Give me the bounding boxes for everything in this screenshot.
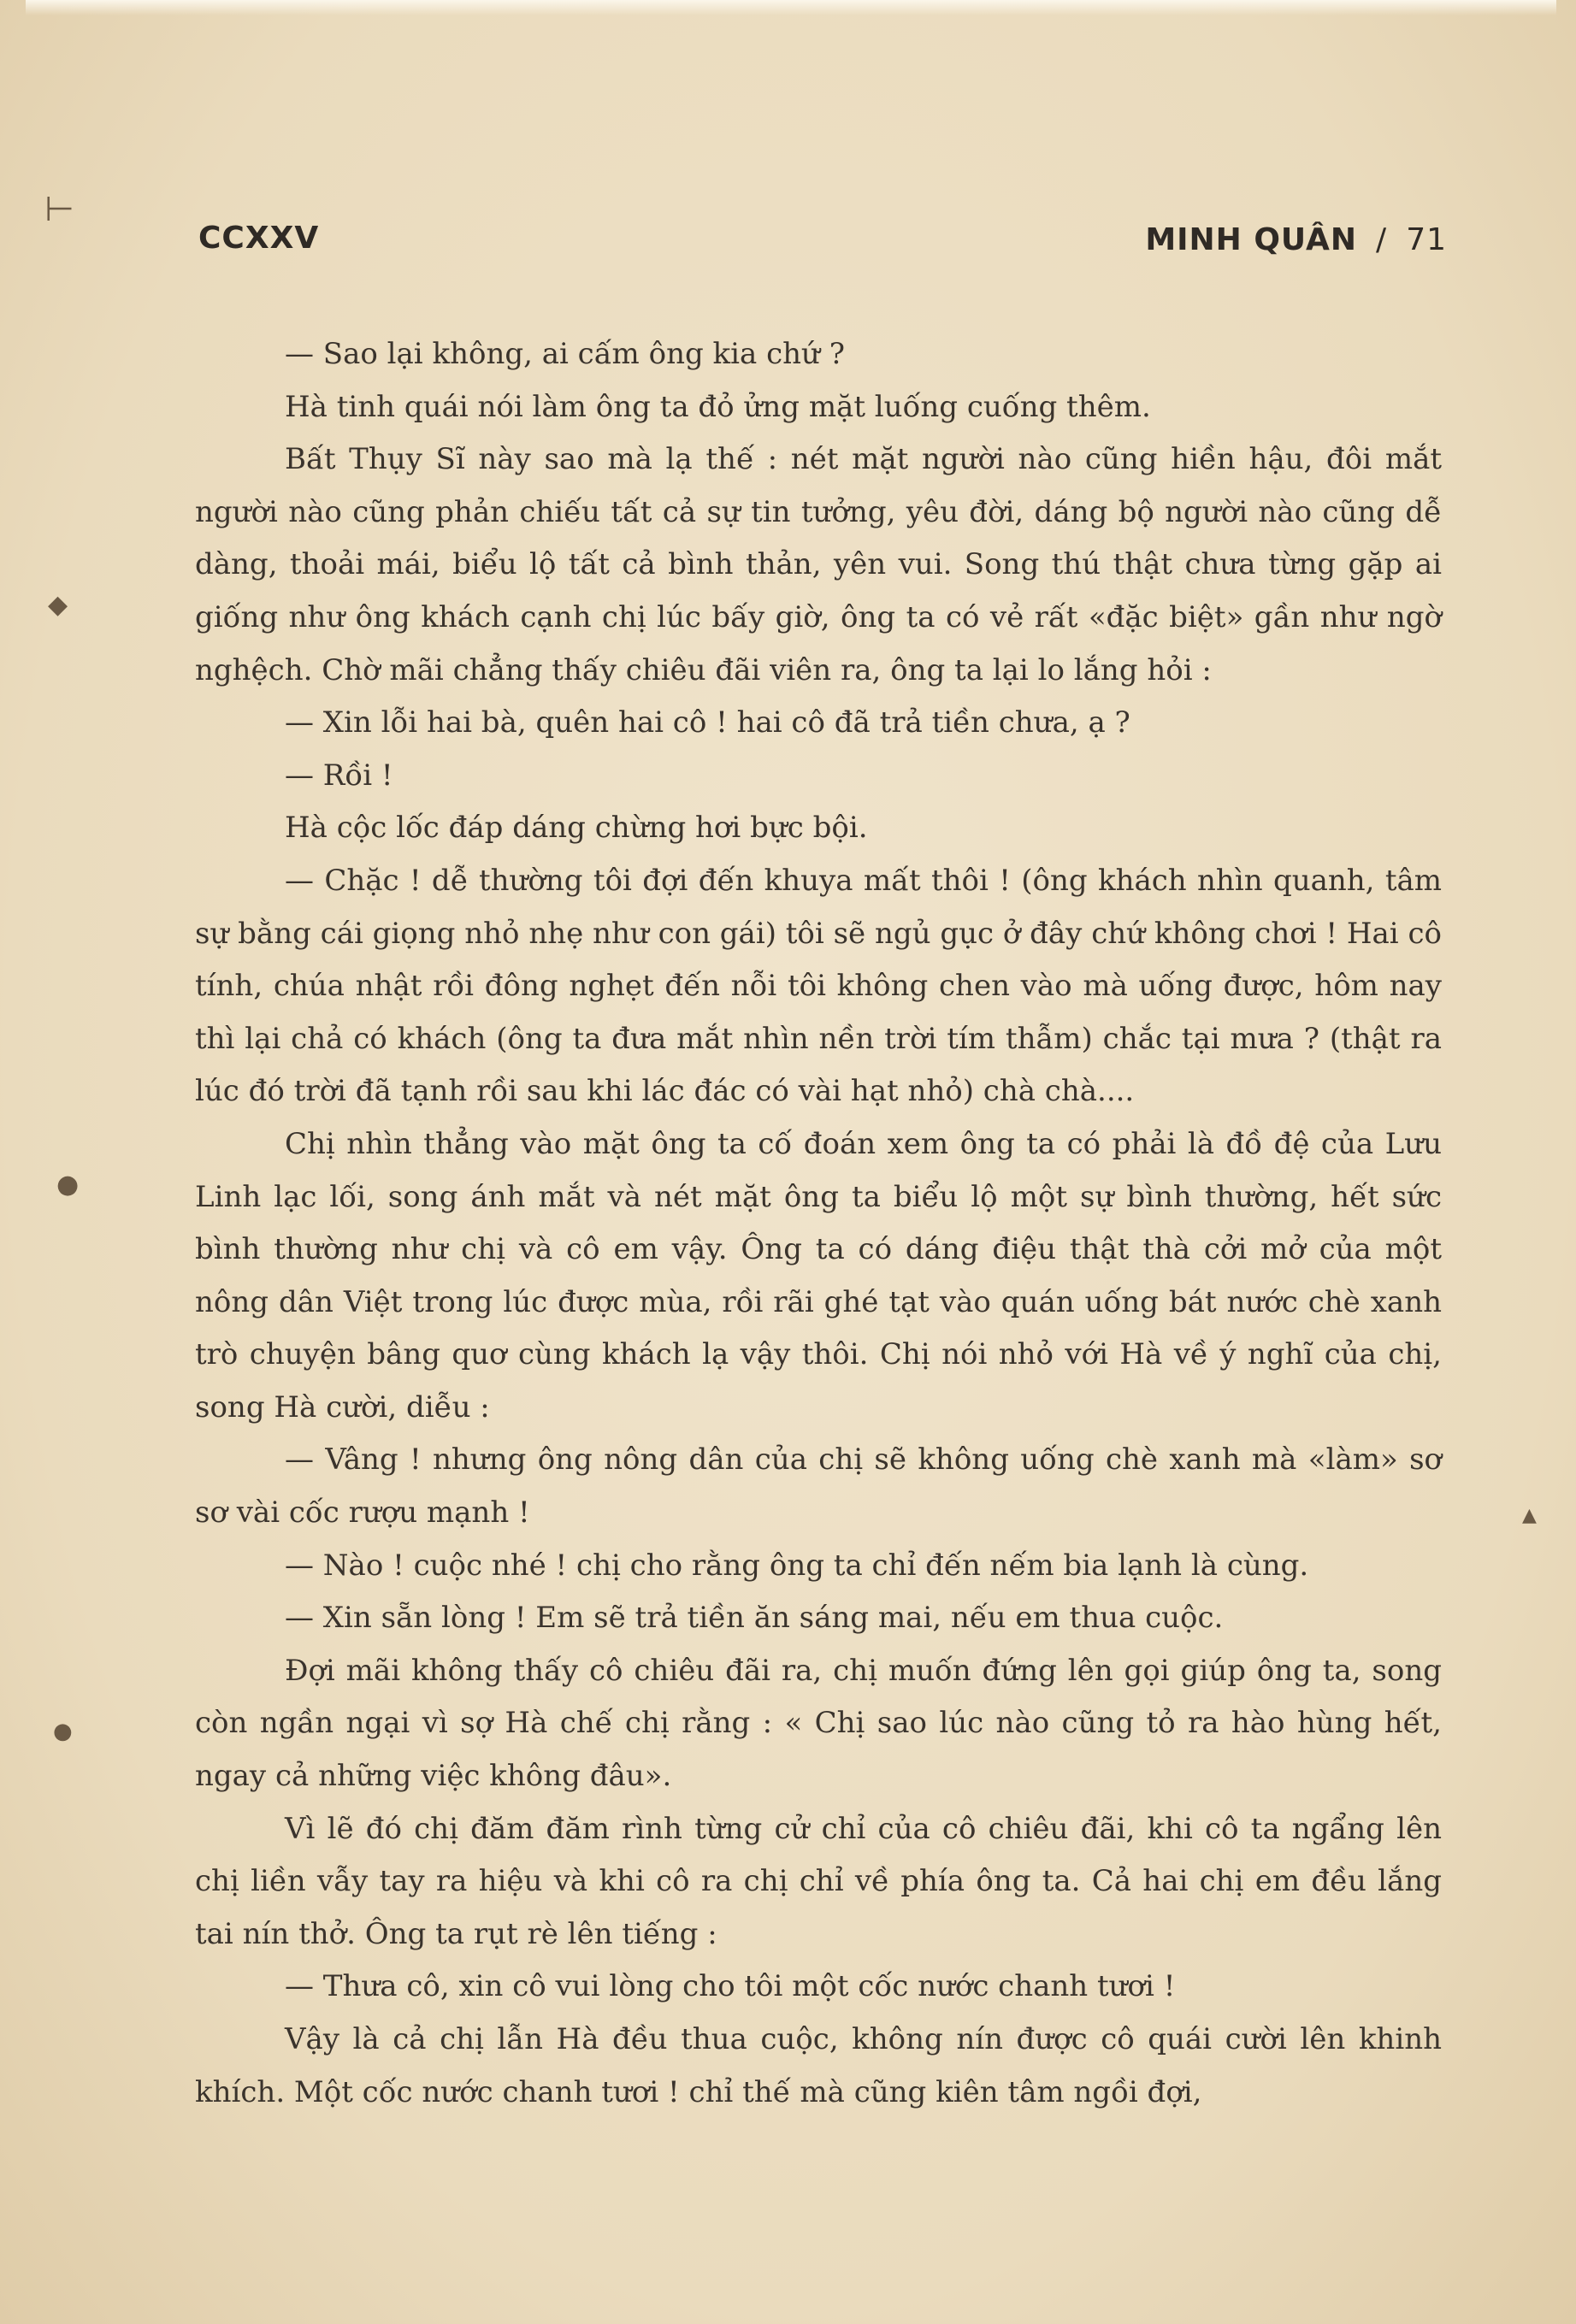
paragraph: — Rồi ! [285,758,393,793]
header-separator: / [1376,222,1388,257]
paragraph: Vậy là cả chị lẫn Hà đều thua cuộc, không nín được cô quái cười lên khinh khích. Một cốc nước chanh tươi ! chỉ thế mà cũng kiên tâm ngồi đợi, [195,2022,1442,2109]
binding-mark: ⊢ [44,190,74,229]
paragraph: — Sao lại không, ai cấm ông kia chứ ? [285,337,845,371]
paragraph: — Vâng ! nhưng ông nông dân của chị sẽ không uống chè xanh mà «làm» sơ sơ vài cốc rượu mạnh ! [195,1442,1442,1531]
chapter-number: CCXXV [198,221,320,256]
binding-mark: ● [56,1170,80,1200]
paragraph: Hà cộc lốc đáp dáng chừng hơi bực bội. [285,811,868,846]
book-title: MINH QUÂN [1145,222,1358,257]
paragraph: Hà tinh quái nói làm ông ta đỏ ửng mặt luống cuống thêm. [285,389,1151,424]
paragraph: Chị nhìn thẳng vào mặt ông ta cố đoán xem ông ta có phải là đồ đệ của Lưu Linh lạc lối, song ánh mắt và nét mặt ông ta biểu lộ một sự bình thường, hết sức bình thường như chị và cô em vậy. Ông ta có dáng điệu thật thà cởi mở của một nông dân Việt trong lúc được mùa, rồi rãi ghé tạt vào quán uống bát nước chè xanh trò chuyện bâng quơ cùng khách lạ vậy thôi. Chị nói nhỏ với Hà về ý nghĩ của chị, song Hà cười, diễu : [195,1126,1442,1424]
page-top-edge [26,0,1556,15]
paragraph: — Nào ! cuộc nhé ! chị cho rằng ông ta chỉ đến nếm bia lạnh là cùng. [285,1548,1309,1583]
paragraph: — Xin lỗi hai bà, quên hai cô ! hai cô đã trả tiền chưa, ạ ? [285,705,1130,740]
binding-mark: ▲ [1522,1505,1537,1526]
paragraph: Đợi mãi không thấy cô chiêu đãi ra, chị muốn đứng lên gọi giúp ông ta, song còn ngần ngại vì sợ Hà chế chị rằng : « Chị sao lúc nào cũng tỏ ra hào hùng hết, ngay cả những việc không đâu». [195,1653,1442,1794]
header-right [1145,222,1447,257]
paragraph: — Thưa cô, xin cô vui lòng cho tôi một cốc nước chanh tươi ! [285,1969,1176,2004]
paragraph: Bất Thụy Sĩ này sao mà lạ thế : nét mặt người nào cũng hiền hậu, đôi mắt người nào cũng phản chiếu tất cả sự tin tưởng, yêu đời, dáng bộ người nào cũng dễ dàng, thoải mái, biểu lộ tất cả bình thản, yên vui. Song thú thật chưa từng gặp ai giống như ông khách cạnh chị lúc bấy giờ, ông ta có vẻ rất «đặc biệt» gần như ngờ nghệch. Chờ mãi chẳng thấy chiêu đãi viên ra, ông ta lại lo lắng hỏi : [195,442,1442,687]
paragraph: Vì lẽ đó chị đăm đăm rình từng cử chỉ của cô chiêu đãi, khi cô ta ngẩng lên chị liền vẫy tay ra hiệu và khi cô ra chị chỉ về phía ông ta. Cả hai chị em đều lắng tai nín thở. Ông ta rụt rè lên tiếng : [195,1811,1442,1951]
binding-mark: ◆ [48,590,68,620]
binding-mark: ● [53,1719,73,1744]
running-header [198,221,1447,272]
body-text [195,328,1442,2119]
paragraph: — Chặc ! dễ thường tôi đợi đến khuya mất thôi ! (ông khách nhìn quanh, tâm sự bằng cái giọng nhỏ nhẹ như con gái) tôi sẽ ngủ gục ở đây chứ không chơi ! Hai cô tính, chúa nhật rồi đông nghẹt đến nỗi tôi không chen vào mà uống được, hôm nay thì lại chả có khách (ông ta đưa mắt nhìn nền trời tím thẫm) chắc tại mưa ? (thật ra lúc đó trời đã tạnh rồi sau khi lác đác có vài hạt nhỏ) chà chà.... [195,863,1442,1109]
paragraph: — Xin sẵn lòng ! Em sẽ trả tiền ăn sáng mai, nếu em thua cuộc. [285,1601,1224,1636]
page-number: 71 [1406,222,1447,257]
